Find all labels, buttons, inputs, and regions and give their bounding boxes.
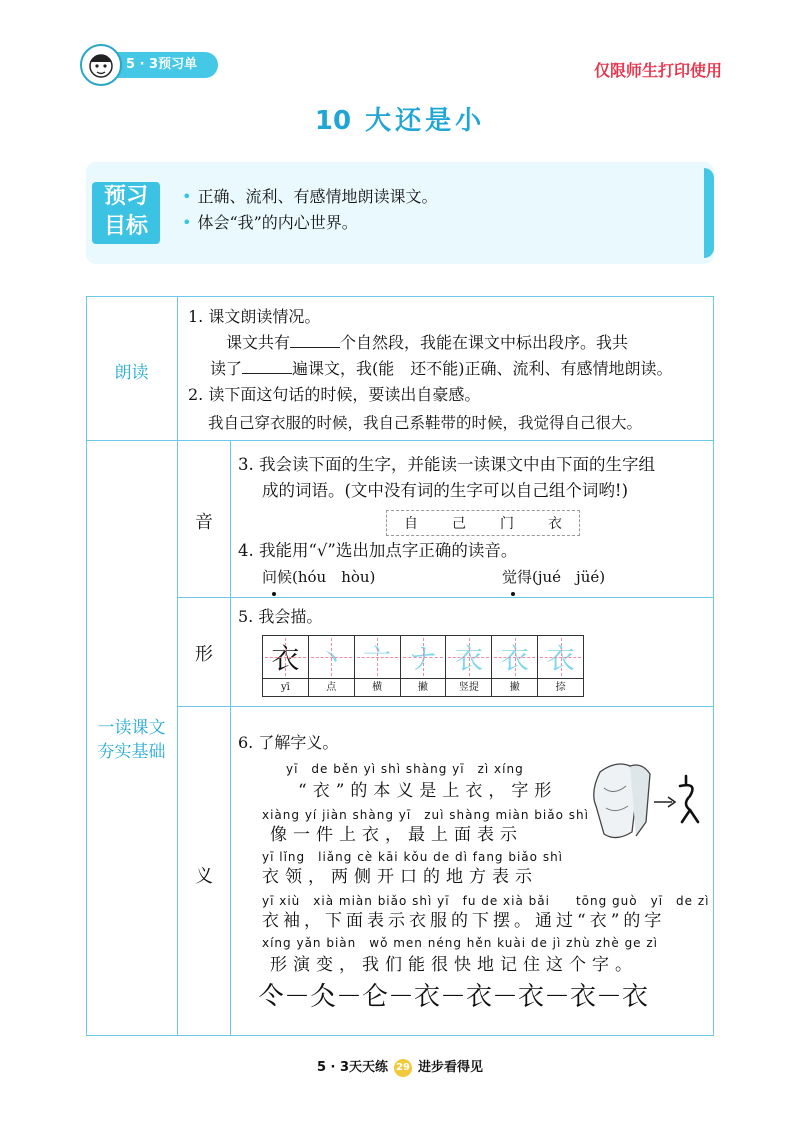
q6-title: 6. 了解字义。	[238, 733, 339, 752]
text-line: “衣”的本义是上衣，字形	[298, 781, 558, 801]
divider	[86, 440, 714, 441]
read-count-blank[interactable]	[242, 357, 292, 374]
trace-cell[interactable]: 衣	[538, 636, 583, 679]
divider	[177, 296, 178, 1036]
divider	[177, 706, 714, 707]
pinyin-line: yī xiù xià miàn biǎo shì yī fu de xià bǎi tōng guò yī de zì	[262, 894, 710, 908]
page-title	[0, 100, 800, 137]
stroke-label: 竖提	[458, 682, 479, 693]
emphasis-dot	[272, 592, 276, 596]
trace-cell[interactable]: 亠	[355, 636, 400, 679]
stroke-label: 撇	[418, 682, 428, 693]
char-item: 自	[404, 516, 418, 532]
category-reading: 朗读	[114, 363, 149, 383]
divider	[177, 597, 714, 598]
stroke-label: 横	[372, 682, 383, 693]
q3-line2: 成的词语。(文中没有词的生字可以自己组个词哟!)	[262, 481, 629, 500]
q2-sentence: 我自己穿衣服的时候，我自己系鞋带的时候，我觉得自己很大。	[208, 414, 643, 432]
lesson-title: 大还是小	[365, 106, 486, 136]
trace-cell[interactable]: ナ	[401, 636, 446, 679]
goals-tag-line2: 目标	[103, 214, 148, 239]
trace-cell[interactable]: 衣	[492, 636, 537, 679]
char-item: 门	[500, 516, 514, 532]
emphasis-dot	[511, 592, 515, 596]
goals-tag-line1: 预习	[103, 184, 148, 209]
q3-line1: 3. 我会读下面的生字，并能读一读课文中由下面的生字组	[238, 455, 655, 474]
stroke-label: yī	[281, 682, 290, 693]
goals-panel	[86, 162, 714, 264]
stroke-label: 点	[326, 682, 337, 693]
q2-title: 2. 读下面这句话的时候，要读出自豪感。	[188, 385, 481, 404]
trace-cell[interactable]: 衣	[263, 636, 308, 679]
pinyin-choice-2[interactable]: 觉得(jué jüé)	[502, 568, 606, 586]
char-item: 己	[452, 516, 466, 532]
goal-item: • 体会“我”的内心世界。	[182, 213, 358, 232]
paragraph-count-blank[interactable]	[290, 331, 340, 348]
q1-line1: 课文共有 个自然段，我能在课文中标出段序。我共	[226, 333, 629, 352]
label-sound: 音	[195, 512, 213, 533]
stroke-label: 捺	[555, 682, 566, 693]
footer	[0, 1056, 800, 1077]
label-shape: 形	[195, 644, 213, 665]
text-line: 像一件上衣，最上面表示	[270, 825, 523, 845]
mascot-avatar-icon	[80, 44, 122, 86]
goal-item: • 正确、流利、有感情地朗读课文。	[182, 187, 438, 206]
header-badge: 5 · 3预习单	[86, 52, 218, 78]
pinyin-line: xiàng yí jiàn shàng yī zuì shàng miàn biǎo shì	[262, 808, 589, 822]
pinyin-choice-1[interactable]: 问候(hóu hòu)	[262, 568, 376, 586]
pinyin-line: yī de běn yì shì shàng yī zì xíng	[286, 762, 524, 776]
trace-cell[interactable]: 衣	[446, 636, 491, 679]
q4-title: 4. 我能用“√”选出加点字正确的读音。	[238, 541, 518, 560]
q1-line2: 读了 遍课文，我(能 还不能)正确、流利、有感情地朗读。	[210, 359, 673, 378]
text-line: 衣袖，下面表示衣服的下摆。通过“衣”的字	[262, 911, 666, 931]
text-line: 衣领，两侧开口的地方表示	[262, 867, 538, 887]
pinyin-line: xíng yǎn biàn wǒ men néng hěn kuài de jì zhù zhè ge zì	[262, 936, 659, 950]
print-note: 仅限师生打印使用	[593, 61, 722, 80]
divider	[230, 440, 231, 1036]
text-line: 形演变，我们能很快地记住这个字。	[270, 955, 638, 975]
page-number: 29	[394, 1059, 412, 1077]
category-basics: 一读课文 夯实基础	[97, 718, 166, 762]
character-evolution: 仒－仌－仑－衣－衣－衣－衣－衣	[258, 982, 649, 1012]
stroke-label: 撇	[509, 682, 520, 693]
goals-edge	[704, 168, 714, 258]
new-characters-box	[386, 510, 580, 536]
garment-illustration-icon	[586, 752, 704, 848]
label-meaning: 义	[195, 866, 213, 887]
footer-left: 5 · 3天天练	[316, 1060, 389, 1075]
trace-cell[interactable]: 丶	[309, 636, 354, 679]
lesson-number: 10	[314, 106, 352, 136]
char-item: 衣	[548, 516, 562, 532]
footer-right: 进步看得见	[418, 1060, 484, 1075]
q5-title: 5. 我会描。	[238, 607, 323, 626]
pinyin-line: yī lǐng liǎng cè kāi kǒu de dì fang biǎo shì	[262, 850, 564, 864]
tracing-grid	[262, 635, 584, 697]
q1-title: 1. 课文朗读情况。	[188, 307, 321, 326]
goals-tag	[92, 182, 160, 244]
goals-list	[182, 184, 437, 236]
